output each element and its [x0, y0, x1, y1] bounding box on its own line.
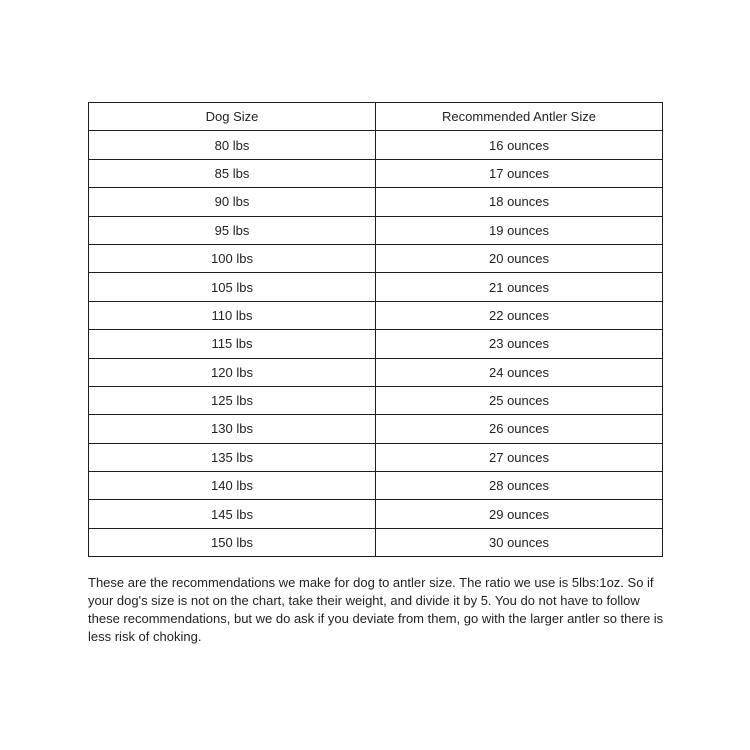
antler-size-cell: 16 ounces	[376, 131, 663, 159]
table-row	[89, 386, 663, 414]
recommendation-note: These are the recommendations we make for dog to antler size. The ratio we use is 5lbs:1oz. So if your dog's size is not on the chart, take their weight, and divide it by 5. You do not have to follow these recommendations, but we do ask if you deviate from them, go with the larger antler so there is less risk of choking.	[88, 575, 664, 644]
antler-size-cell: 26 ounces	[376, 415, 663, 443]
table-header-row	[89, 103, 663, 131]
antler-size-cell: 25 ounces	[376, 386, 663, 414]
header-dog-size: Dog Size	[89, 103, 376, 131]
dog-size-cell: 135 lbs	[89, 443, 376, 471]
dog-size-cell: 140 lbs	[89, 472, 376, 500]
antler-size-cell: 20 ounces	[376, 244, 663, 272]
dog-size-cell: 145 lbs	[89, 500, 376, 528]
table-row	[89, 472, 663, 500]
antler-size-cell: 23 ounces	[376, 330, 663, 358]
antler-size-cell: 28 ounces	[376, 472, 663, 500]
antler-size-chart	[88, 102, 662, 557]
dog-size-cell: 95 lbs	[89, 216, 376, 244]
table-row	[89, 131, 663, 159]
header-recommended-antler-size: Recommended Antler Size	[376, 103, 663, 131]
dog-size-cell: 125 lbs	[89, 386, 376, 414]
table-row	[89, 301, 663, 329]
dog-size-cell: 80 lbs	[89, 131, 376, 159]
table-row	[89, 528, 663, 556]
dog-size-cell: 105 lbs	[89, 273, 376, 301]
antler-size-cell: 17 ounces	[376, 159, 663, 187]
table-row	[89, 273, 663, 301]
table-row	[89, 330, 663, 358]
table-row	[89, 188, 663, 216]
table-row	[89, 443, 663, 471]
antler-size-cell: 27 ounces	[376, 443, 663, 471]
dog-size-cell: 130 lbs	[89, 415, 376, 443]
dog-size-cell: 115 lbs	[89, 330, 376, 358]
antler-size-cell: 22 ounces	[376, 301, 663, 329]
table-row	[89, 500, 663, 528]
antler-size-table	[88, 102, 663, 557]
dog-size-cell: 85 lbs	[89, 159, 376, 187]
antler-size-cell: 21 ounces	[376, 273, 663, 301]
dog-size-cell: 120 lbs	[89, 358, 376, 386]
table-row	[89, 216, 663, 244]
table-row	[89, 244, 663, 272]
antler-size-cell: 24 ounces	[376, 358, 663, 386]
table-row	[89, 159, 663, 187]
table-row	[89, 358, 663, 386]
antler-size-cell: 19 ounces	[376, 216, 663, 244]
antler-size-cell: 18 ounces	[376, 188, 663, 216]
antler-size-cell: 30 ounces	[376, 528, 663, 556]
dog-size-cell: 150 lbs	[89, 528, 376, 556]
dog-size-cell: 90 lbs	[89, 188, 376, 216]
dog-size-cell: 110 lbs	[89, 301, 376, 329]
dog-size-cell: 100 lbs	[89, 244, 376, 272]
antler-size-cell: 29 ounces	[376, 500, 663, 528]
table-row	[89, 415, 663, 443]
